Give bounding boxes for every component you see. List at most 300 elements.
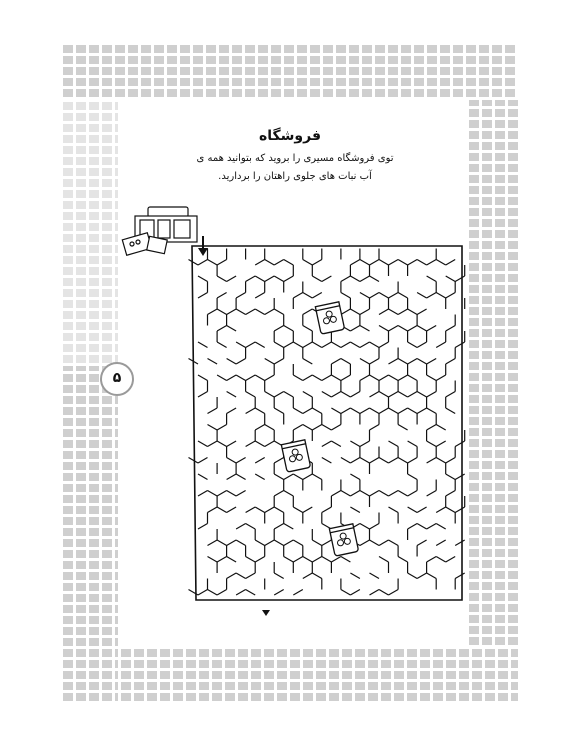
maze-wall <box>398 408 408 414</box>
maze-wall <box>370 540 380 546</box>
maze-wall <box>446 392 456 398</box>
maze-wall <box>227 441 237 447</box>
maze-wall <box>198 441 208 447</box>
maze-wall <box>379 326 389 332</box>
maze-wall <box>379 309 389 315</box>
candy-bag-icon-3 <box>329 524 358 556</box>
maze-wall <box>398 326 408 332</box>
maze-wall <box>293 557 303 563</box>
maze-wall <box>360 491 370 497</box>
maze-wall <box>208 540 218 546</box>
maze-wall <box>198 474 208 480</box>
maze-wall <box>198 276 208 282</box>
maze-wall <box>274 359 284 365</box>
maze-wall <box>217 491 227 497</box>
maze-wall <box>274 260 284 266</box>
maze-wall <box>217 375 227 381</box>
maze-wall <box>236 342 246 348</box>
maze-wall <box>322 392 332 398</box>
maze-wall <box>417 342 427 348</box>
maze-wall <box>370 359 380 365</box>
maze-wall <box>236 458 246 464</box>
maze-wall <box>246 507 256 513</box>
maze-wall <box>360 293 370 299</box>
maze-wall <box>246 557 256 563</box>
maze-wall <box>246 276 256 282</box>
maze-wall <box>303 326 313 332</box>
maze-wall <box>360 342 370 348</box>
candy-bag-icon-1 <box>315 302 344 334</box>
maze-wall <box>350 408 360 414</box>
maze-wall <box>427 276 437 282</box>
maze-wall <box>370 392 380 398</box>
maze-wall <box>417 293 427 299</box>
maze-wall <box>436 260 446 266</box>
maze-wall <box>284 557 294 563</box>
maze-wall <box>436 425 446 431</box>
maze-wall <box>312 293 322 299</box>
maze-wall <box>360 524 370 530</box>
maze-wall <box>455 573 465 579</box>
maze-wall <box>389 309 399 315</box>
maze-wall <box>436 557 446 563</box>
maze-wall <box>436 540 446 546</box>
maze-wall <box>389 260 399 266</box>
maze-wall <box>312 540 322 546</box>
maze-wall <box>446 557 456 563</box>
maze-wall <box>236 359 246 365</box>
maze-wall <box>322 375 332 381</box>
puzzle-title: فروشگاه <box>258 128 321 144</box>
maze-wall <box>293 342 303 348</box>
maze-wall <box>303 573 313 579</box>
maze-wall <box>417 507 427 513</box>
maze-wall <box>341 458 351 464</box>
maze-wall <box>274 507 284 513</box>
maze-wall <box>389 392 399 398</box>
maze-wall <box>427 375 437 381</box>
maze-wall <box>312 342 322 348</box>
maze-wall <box>255 540 265 546</box>
maze-wall <box>427 458 437 464</box>
maze-wall <box>303 375 313 381</box>
maze-wall <box>350 260 360 266</box>
maze-wall <box>236 573 246 579</box>
maze-wall <box>208 359 218 365</box>
maze-wall <box>293 408 303 414</box>
maze-wall <box>427 573 437 579</box>
maze-wall <box>265 425 275 431</box>
maze-wall <box>455 276 465 282</box>
maze-wall <box>379 293 389 299</box>
maze-wall <box>408 524 418 530</box>
maze-wall <box>227 474 237 480</box>
maze-wall <box>379 491 389 497</box>
maze-wall <box>408 375 418 381</box>
maze-wall <box>427 441 437 447</box>
maze-wall <box>284 276 294 282</box>
maze-wall <box>427 293 437 299</box>
maze-wall <box>370 293 380 299</box>
maze-wall <box>284 491 294 497</box>
maze-wall <box>255 458 265 464</box>
maze-wall <box>198 293 208 299</box>
maze-wall <box>208 408 218 414</box>
maze-wall <box>198 491 208 497</box>
maze-wall <box>274 491 284 497</box>
maze-wall <box>198 392 208 398</box>
maze-wall <box>436 293 446 299</box>
maze-wall <box>408 458 418 464</box>
maze-wall <box>227 309 237 315</box>
maze-wall <box>303 260 313 266</box>
maze-wall <box>322 557 332 563</box>
maze-wall <box>274 524 284 530</box>
maze-wall <box>208 507 218 513</box>
maze-wall <box>189 260 199 266</box>
maze-wall <box>436 441 446 447</box>
maze-wall <box>379 260 389 266</box>
maze-wall <box>303 408 313 414</box>
maze-wall <box>284 326 294 332</box>
maze-wall <box>274 309 284 315</box>
maze-wall <box>303 359 313 365</box>
maze-wall <box>398 491 408 497</box>
maze-wall <box>408 342 418 348</box>
maze-wall <box>370 458 380 464</box>
maze-wall <box>341 408 351 414</box>
maze-wall <box>379 590 389 596</box>
maze-wall <box>370 425 380 431</box>
maze-wall <box>360 309 370 315</box>
maze-wall <box>360 276 370 282</box>
maze-wall <box>398 293 408 299</box>
maze-wall <box>408 408 418 414</box>
maze-wall <box>255 557 265 563</box>
maze-wall <box>227 375 237 381</box>
maze-wall <box>265 276 275 282</box>
maze-wall <box>331 359 341 365</box>
maze-wall <box>398 309 408 315</box>
maze-wall <box>331 342 341 348</box>
maze-wall <box>246 573 256 579</box>
maze-wall <box>350 573 360 579</box>
maze-wall <box>350 491 360 497</box>
maze-wall <box>293 425 303 431</box>
page-number-badge: ۵ <box>100 362 134 396</box>
maze-wall <box>455 342 465 348</box>
maze-wall <box>236 474 246 480</box>
maze-wall <box>446 507 456 513</box>
maze-wall <box>331 491 341 497</box>
maze-wall <box>303 309 313 315</box>
maze-wall <box>284 260 294 266</box>
maze-wall <box>389 540 399 546</box>
maze-wall <box>389 326 399 332</box>
maze-wall <box>246 392 256 398</box>
maze-wall <box>379 557 389 563</box>
maze-wall <box>427 524 437 530</box>
maze-wall <box>236 375 246 381</box>
maze-wall <box>398 458 408 464</box>
maze-wall <box>341 276 351 282</box>
maze-wall <box>293 590 303 596</box>
maze-wall <box>370 491 380 497</box>
maze-wall <box>274 276 284 282</box>
maze-wall <box>370 573 380 579</box>
maze-wall <box>198 590 208 596</box>
maze-wall <box>436 375 446 381</box>
maze-wall <box>408 392 418 398</box>
maze-wall <box>246 441 256 447</box>
maze-wall <box>265 260 275 266</box>
maze-wall <box>227 408 237 414</box>
maze-wall <box>236 524 246 530</box>
maze-wall <box>255 507 265 513</box>
maze-wall <box>417 540 427 546</box>
maze-wall <box>274 326 284 332</box>
maze-wall <box>293 507 303 513</box>
maze-wall <box>236 491 246 497</box>
maze-wall <box>255 293 265 299</box>
maze-wall <box>436 507 446 513</box>
maze-wall <box>303 392 313 398</box>
maze-wall <box>408 260 418 266</box>
maze-wall <box>227 540 237 546</box>
maze-wall <box>408 474 418 480</box>
maze-wall <box>360 441 370 447</box>
maze-wall <box>360 359 370 365</box>
maze-wall <box>274 474 284 480</box>
maze-wall <box>284 474 294 480</box>
maze-wall <box>274 458 284 464</box>
maze-wall <box>255 474 265 480</box>
maze-wall <box>427 408 437 414</box>
instruction-line-2: آب نبات های جلوی راهتان را بردارید. <box>218 171 372 182</box>
maze-wall <box>208 557 218 563</box>
maze-wall <box>293 474 303 480</box>
maze-wall <box>322 540 332 546</box>
maze-wall <box>255 309 265 315</box>
maze-wall <box>398 557 408 563</box>
maze-wall <box>246 408 256 414</box>
maze-wall <box>427 326 437 332</box>
maze-wall <box>331 425 341 431</box>
maze-wall <box>322 342 332 348</box>
maze-wall <box>255 425 265 431</box>
maze-wall <box>446 326 456 332</box>
maze-wall <box>255 408 265 414</box>
maze-wall <box>303 557 313 563</box>
maze-wall <box>217 293 227 299</box>
maze-wall <box>312 573 322 579</box>
maze-wall <box>350 342 360 348</box>
maze-wall <box>379 375 389 381</box>
maze-wall <box>350 392 360 398</box>
candy-bag-icon-2 <box>281 440 310 472</box>
maze-wall <box>446 474 456 480</box>
maze-wall <box>360 458 370 464</box>
maze-wall <box>341 491 351 497</box>
maze-wall <box>360 540 370 546</box>
maze-wall <box>370 342 380 348</box>
maze-wall <box>389 375 399 381</box>
maze-wall <box>236 309 246 315</box>
shop-icon <box>122 207 197 255</box>
maze-wall <box>408 491 418 497</box>
maze-wall <box>198 260 208 266</box>
maze-wall <box>417 309 427 315</box>
maze-wall <box>274 590 284 596</box>
maze-wall <box>341 392 351 398</box>
maze-wall <box>350 309 360 315</box>
maze-wall <box>350 326 360 332</box>
maze-wall <box>446 260 456 266</box>
maze-wall <box>446 458 456 464</box>
maze-wall <box>350 474 360 480</box>
maze-wall <box>312 260 322 266</box>
maze-wall <box>322 441 332 447</box>
maze-wall <box>455 441 465 447</box>
instruction-line-1: توی فروشگاه مسیری را بروید که بتوانید همه ی <box>196 153 394 164</box>
maze-wall <box>389 491 399 497</box>
maze-wall <box>350 590 360 596</box>
maze-wall <box>217 590 227 596</box>
maze-wall <box>408 507 418 513</box>
maze-wall <box>389 359 399 365</box>
maze-wall <box>217 425 227 431</box>
maze-wall <box>246 590 256 596</box>
maze-wall <box>236 590 246 596</box>
maze-wall <box>227 326 237 332</box>
maze-wall <box>427 425 437 431</box>
maze-wall <box>417 573 427 579</box>
maze-wall <box>446 359 456 365</box>
maze-wall <box>312 557 322 563</box>
maze-wall <box>255 342 265 348</box>
maze-wall <box>436 342 446 348</box>
maze-wall <box>274 408 284 414</box>
maze-wall <box>303 507 313 513</box>
maze-wall <box>265 540 275 546</box>
maze-wall <box>217 276 227 282</box>
hex-maze-grid <box>189 249 465 596</box>
maze-wall <box>350 507 360 513</box>
maze-wall <box>217 260 227 266</box>
maze-wall <box>303 425 313 431</box>
maze-wall <box>217 309 227 315</box>
maze-wall <box>341 590 351 596</box>
maze-wall <box>398 375 408 381</box>
maze-wall <box>360 326 370 332</box>
maze-wall <box>370 375 380 381</box>
maze-wall <box>246 524 256 530</box>
maze-wall <box>322 425 332 431</box>
maze-wall <box>331 441 341 447</box>
maze-wall <box>198 342 208 348</box>
maze-wall <box>427 491 437 497</box>
maze-wall <box>265 309 275 315</box>
maze-wall <box>427 359 437 365</box>
maze-wall <box>274 573 284 579</box>
maze-wall <box>398 359 408 365</box>
maze-wall <box>274 392 284 398</box>
maze-wall <box>284 524 294 530</box>
maze-wall <box>379 342 389 348</box>
maze-wall <box>217 540 227 546</box>
maze-wall <box>274 540 284 546</box>
maze-wall <box>208 309 218 315</box>
maze-wall <box>436 524 446 530</box>
maze-wall <box>370 260 380 266</box>
maze-wall <box>360 260 370 266</box>
maze-wall <box>208 590 218 596</box>
maze-wall <box>322 276 332 282</box>
maze-wall <box>274 342 284 348</box>
maze-wall <box>389 590 399 596</box>
maze-wall <box>208 491 218 497</box>
maze-wall <box>341 375 351 381</box>
maze-wall <box>227 507 237 513</box>
maze-wall <box>217 342 227 348</box>
maze-wall <box>284 540 294 546</box>
maze-wall <box>227 573 237 579</box>
maze-wall <box>341 557 351 563</box>
maze-wall <box>370 408 380 414</box>
maze-wall <box>408 326 418 332</box>
maze-wall <box>293 540 303 546</box>
maze-wall <box>255 375 265 381</box>
maze-wall <box>312 425 322 431</box>
maze-wall <box>427 392 437 398</box>
maze-wall <box>312 375 322 381</box>
maze-wall <box>417 260 427 266</box>
maze-wall <box>236 293 246 299</box>
maze-wall <box>360 408 370 414</box>
maze-wall <box>417 408 427 414</box>
maze-wall <box>255 276 265 282</box>
maze-wall <box>341 309 351 315</box>
maze-wall <box>227 557 237 563</box>
maze-wall <box>198 458 208 464</box>
maze-wall <box>246 309 256 315</box>
maze-wall <box>303 293 313 299</box>
maze-wall <box>417 392 427 398</box>
maze-wall <box>265 359 275 365</box>
maze-wall <box>408 573 418 579</box>
maze-wall <box>379 392 389 398</box>
maze-wall <box>446 491 456 497</box>
maze-wall <box>417 524 427 530</box>
maze-wall <box>389 441 399 447</box>
maze-wall <box>408 441 418 447</box>
maze-wall <box>284 342 294 348</box>
maze-wall <box>312 408 322 414</box>
maze-wall <box>293 293 303 299</box>
maze-wall <box>265 507 275 513</box>
maze-wall <box>408 359 418 365</box>
maze-wall <box>217 557 227 563</box>
maze-wall <box>227 392 237 398</box>
maze-wall <box>341 342 351 348</box>
maze-wall <box>312 276 322 282</box>
maze-wall <box>350 458 360 464</box>
maze-wall <box>265 441 275 447</box>
maze-wall <box>446 276 456 282</box>
maze-wall <box>455 540 465 546</box>
maze-wall <box>303 474 313 480</box>
maze-wall <box>255 260 265 266</box>
